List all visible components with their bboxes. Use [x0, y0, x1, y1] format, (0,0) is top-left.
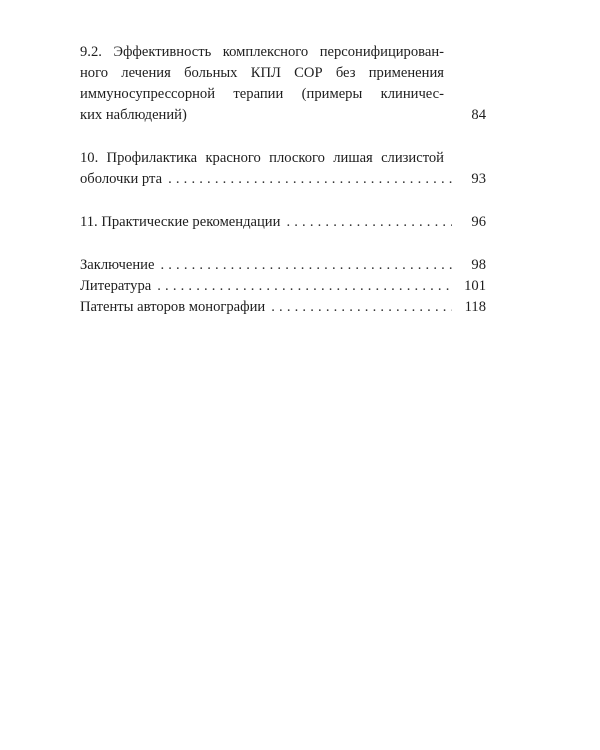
- toc-entry-title-end: оболочки рта: [80, 171, 163, 187]
- toc-entry-11: [80, 212, 486, 233]
- toc-entry-title: Заключение: [80, 257, 155, 273]
- toc-entry-10: [80, 148, 486, 190]
- leader-dots: [286, 212, 452, 233]
- leader-dots: [160, 255, 452, 276]
- toc-entry-last-line: [80, 169, 486, 190]
- toc-entry-last-line: [80, 297, 486, 318]
- toc-entry-line: 10. Профилактика красного плоского лишая слизистой: [80, 150, 444, 166]
- toc-entry-last-line: [80, 212, 486, 233]
- toc-entry-title: 11. Практические рекомендации: [80, 214, 281, 230]
- toc-page-number: 93: [471, 171, 486, 187]
- leader-dots: [168, 169, 452, 190]
- toc-entry-line: иммуносупрессорной терапии (примеры клиничес-: [80, 86, 444, 102]
- toc-entry-9-2: [80, 42, 486, 126]
- toc-entry-line: ного лечения больных КПЛ СОР без применения: [80, 65, 444, 81]
- toc-page-number: 118: [464, 299, 486, 315]
- toc-page-number: 96: [471, 214, 486, 230]
- toc-entry-patents: [80, 297, 486, 318]
- toc-entry-last-line: [80, 105, 486, 126]
- toc-entry-last-line: [80, 255, 486, 276]
- toc-entry-title-end: ких наблюдений): [80, 107, 187, 123]
- leader-dots: [271, 297, 452, 318]
- toc-entry-title: Патенты авторов монографии: [80, 299, 266, 315]
- toc-entry-literature: [80, 276, 486, 297]
- table-of-contents: [80, 42, 486, 318]
- toc-page-number: 101: [464, 278, 486, 294]
- toc-entry-line: 9.2. Эффективность комплексного персонифицирован-: [80, 44, 444, 60]
- toc-page-number: 84: [471, 107, 486, 123]
- leader-dots: [157, 276, 452, 297]
- toc-entry-title: Литература: [80, 278, 152, 294]
- toc-entry-last-line: [80, 276, 486, 297]
- toc-page-number: 98: [471, 257, 486, 273]
- toc-entry-conclusion: [80, 255, 486, 276]
